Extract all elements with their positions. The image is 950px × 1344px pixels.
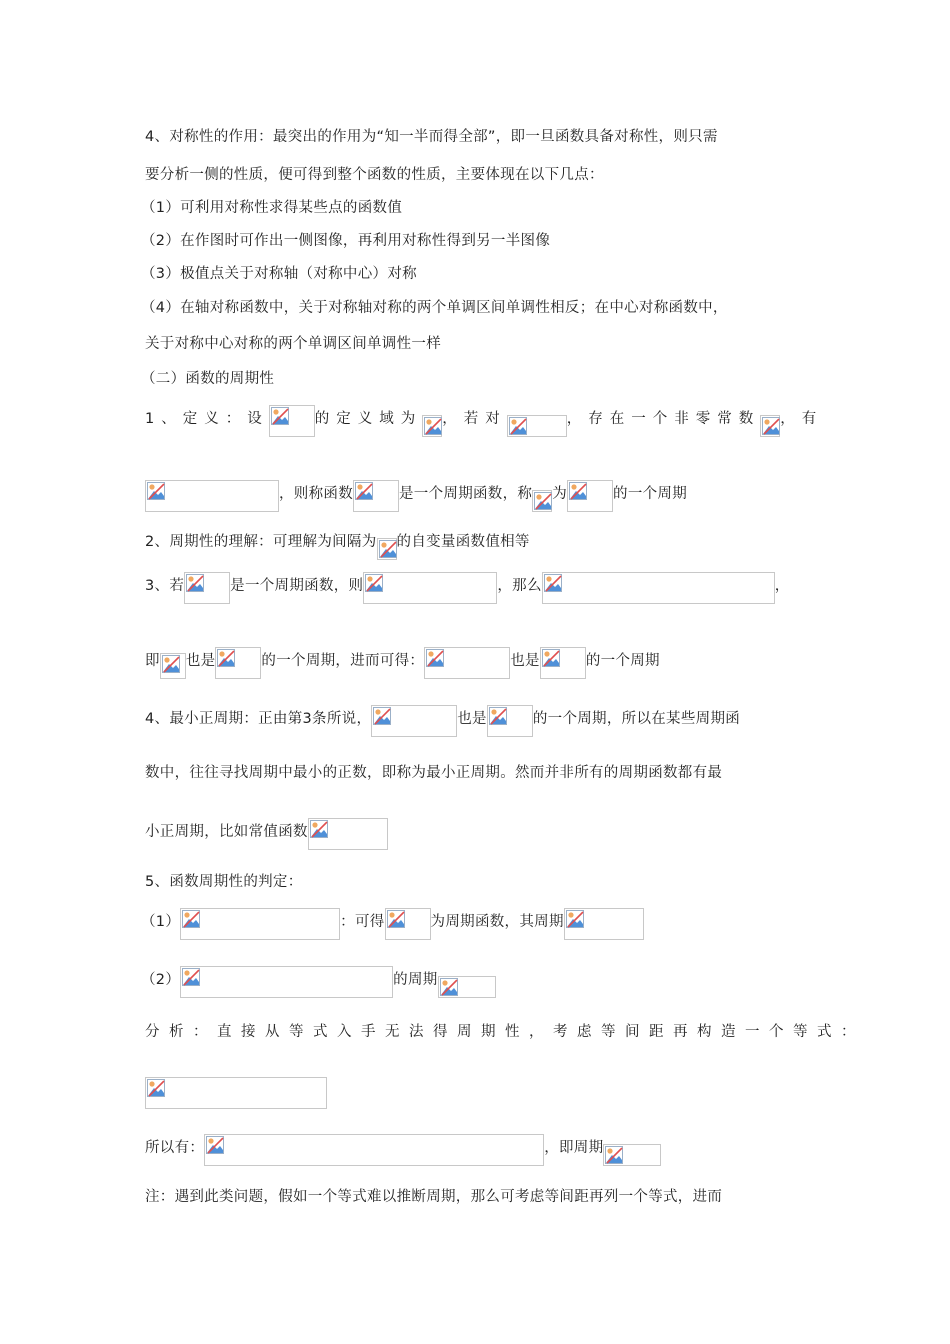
text-line: （4）在轴对称函数中，关于对称轴对称的两个单调区间单调性相反；在中心对称函数中， [141,300,728,316]
broken-image-icon [387,910,405,928]
text: 即 [145,653,160,669]
text-line [141,908,644,940]
formula-image [308,818,388,850]
text-line: 数中，往往寻找周期中最小的正数，即称为最小正周期。然而并非所有的周期函数都有最 [145,765,723,781]
text: ，那么 [497,578,542,594]
formula-line [145,1077,327,1109]
broken-image-icon [569,482,587,500]
broken-image-icon [566,910,584,928]
text: ，即周期 [544,1140,604,1156]
formula-image [377,538,397,560]
formula-image [180,908,340,940]
broken-image-icon [162,655,180,673]
formula-image [532,490,552,512]
section-heading: （二）函数的周期性 [141,371,275,387]
formula-image [438,976,496,998]
broken-image-icon [271,407,289,425]
text: 3、若 [145,578,185,594]
text: ， [774,578,790,594]
text: （2） [141,972,181,988]
text: 也是 [510,653,540,669]
formula-image [542,572,775,604]
formula-image [215,647,261,679]
definition-line [145,480,687,512]
broken-image-icon [426,649,444,667]
broken-image-icon [509,417,527,435]
broken-image-icon [544,574,562,592]
text: 的一个周期，所以在某些周期函 [532,711,741,727]
broken-image-icon [379,540,397,558]
text: 的一个周期，进而可得： [261,653,425,669]
broken-image-icon [489,707,507,725]
broken-image-icon [424,417,442,435]
text-line: （2）在作图时可作出一侧图像，再利用对称性得到另一半图像 [141,233,551,249]
text: 4、最小正周期：正由第3条所说， [145,711,372,727]
text-line: （1）可利用对称性求得某些点的函数值 [141,200,403,216]
text: 所以有： [145,1140,205,1156]
formula-image [363,572,497,604]
formula-image [145,480,279,512]
formula-image [507,415,567,437]
broken-image-icon [373,707,391,725]
text: 1、定义：设 [145,411,269,427]
broken-image-icon [186,574,204,592]
broken-image-icon [762,417,780,435]
text: ，则称函数 [279,486,353,502]
formula-image [487,705,533,737]
broken-image-icon [440,978,458,996]
formula-image [760,415,780,437]
formula-image [269,405,315,437]
text-line [145,532,530,560]
text: 为 [552,486,568,502]
text-line [145,647,660,679]
text: 为周期函数，其周期 [430,914,564,930]
text-line [145,705,740,737]
formula-image [184,572,230,604]
broken-image-icon [217,649,235,667]
definition-line [145,405,823,437]
text: ，若对 [442,411,507,427]
broken-image-icon [206,1136,224,1154]
text: 是一个周期函数，则 [230,578,364,594]
text: ：可得 [340,914,385,930]
text: 是一个周期函数，称 [399,486,533,502]
formula-image [422,415,442,437]
broken-image-icon [365,574,383,592]
broken-image-icon [605,1146,623,1164]
broken-image-icon [542,649,560,667]
text-line [145,818,388,850]
text-line: 关于对称中心对称的两个单调区间单调性一样 [145,336,441,352]
text: 2、周期性的理解：可理解为间隔为 [145,534,377,550]
formula-image [564,908,644,940]
text: （1） [141,914,181,930]
formula-image [424,647,510,679]
text: ，存在一个非零常数 [566,411,761,427]
broken-image-icon [182,910,200,928]
text-line: 注：遇到此类问题，假如一个等式难以推断周期，那么可考虑等间距再列一个等式，进而 [145,1189,723,1205]
text-line [145,572,790,604]
broken-image-icon [310,820,328,838]
broken-image-icon [147,1079,165,1097]
broken-image-icon [534,492,552,510]
formula-image [145,1077,327,1109]
formula-image [371,705,457,737]
formula-image [353,480,399,512]
text: 的定义域为 [314,411,423,427]
formula-image [160,653,186,679]
broken-image-icon [182,968,200,986]
formula-image [603,1144,661,1166]
formula-image [385,908,431,940]
text-line [145,1134,661,1166]
text-line [141,966,496,998]
text: 的一个周期 [613,486,688,502]
text: ，有 [780,411,824,427]
formula-image [567,480,613,512]
text: 的周期 [393,972,438,988]
formula-image [204,1134,544,1166]
text-line: 分析：直接从等式入手无法得周期性，考虑等间距再构造一个等式： [145,1024,865,1040]
broken-image-icon [147,482,165,500]
text: 也是 [185,653,216,669]
text: 也是 [457,711,487,727]
text-line: （3）极值点关于对称轴（对称中心）对称 [141,266,417,282]
broken-image-icon [355,482,373,500]
text-line: 5、函数周期性的判定： [145,874,303,890]
formula-image [180,966,393,998]
text-line: 4、对称性的作用：最突出的作用为“知一半而得全部”，即一旦函数具备对称性，则只需 [145,129,718,145]
text-line: 要分析一侧的性质，便可得到整个函数的性质，主要体现在以下几点： [145,167,604,183]
text: 的自变量函数值相等 [396,534,530,550]
text: 的一个周期 [585,653,660,669]
formula-image [540,647,586,679]
text: 小正周期，比如常值函数 [145,824,308,840]
